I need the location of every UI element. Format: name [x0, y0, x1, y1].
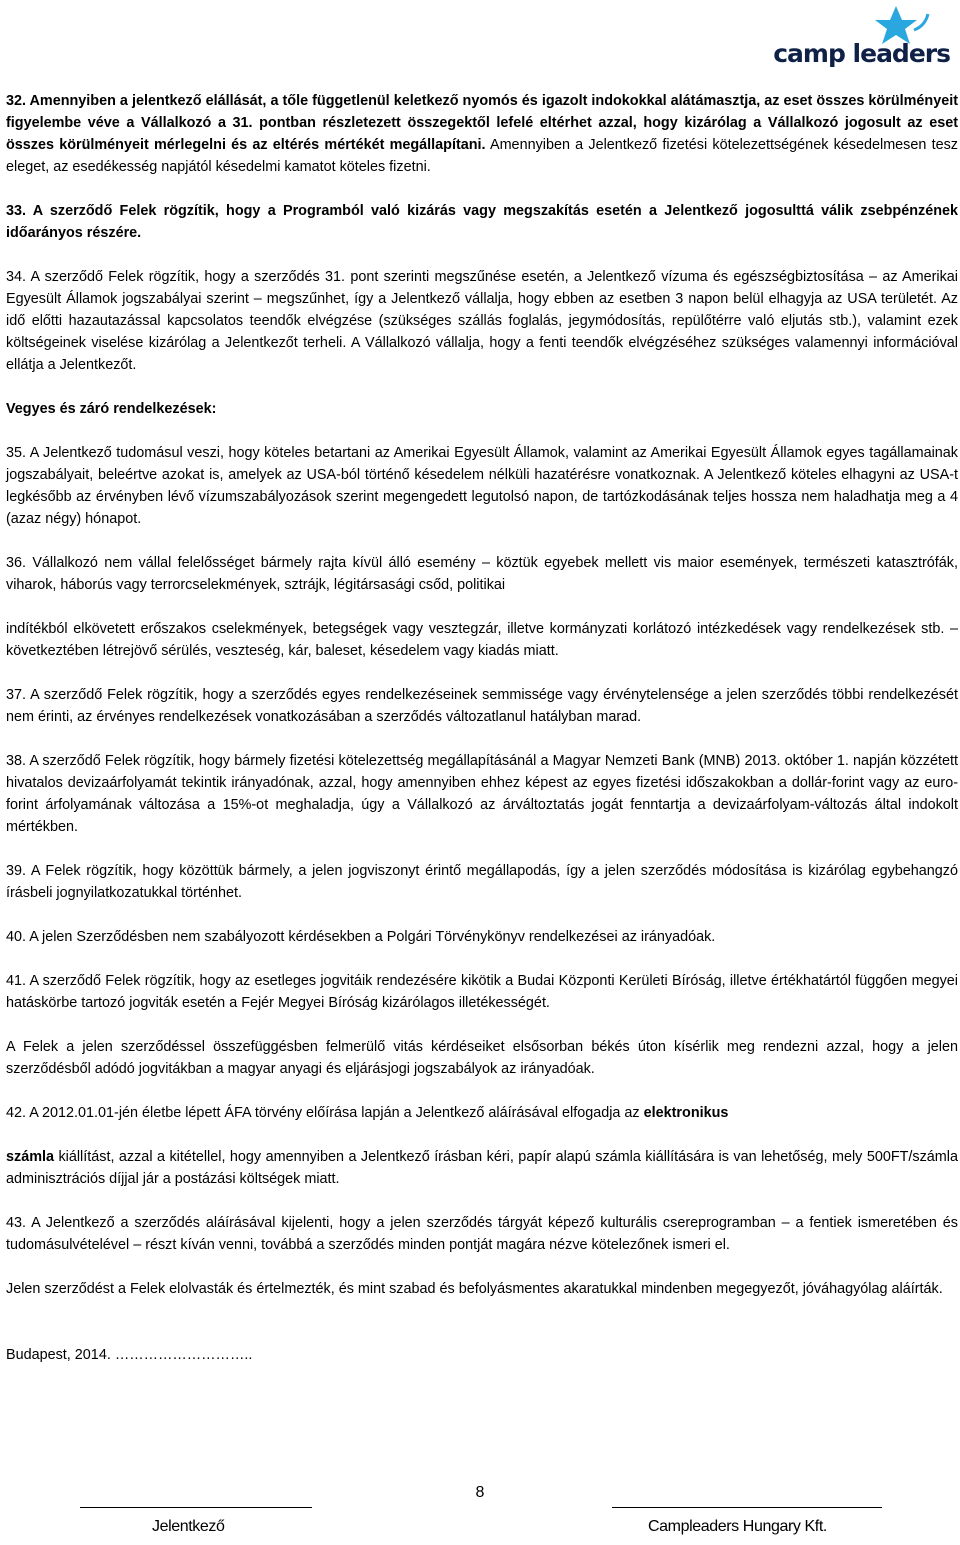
- signature-line-right: [612, 1507, 882, 1508]
- signature-left: Jelentkező: [152, 1518, 225, 1535]
- closing-statement: Jelen szerződést a Felek elolvasták és értelmezték, és mint szabad és befolyásmentes akaratukkal mindenben megegyezőt, jóváhagyólag aláírták.: [6, 1281, 943, 1297]
- paragraph-40: 40. A jelen Szerződésben nem szabályozott kérdésekben a Polgári Törvénykönyv rendelkezései az irányadóak.: [6, 929, 716, 945]
- paragraph-42: [6, 1102, 958, 1124]
- paragraph-32-regular: Amennyiben a Jelentkező fizetési kötelezettségének késedelmesen tesz eleget, az esedékesség napjától késedelmi kamatot köteles fizetni.: [6, 137, 958, 175]
- paragraph-32-bold: 32. Amennyiben a jelentkező elállását, a tőle függetlenül keletkező nyomós és igazolt indokokkal alátámasztja, az eset összes körülményeit figyelembe véve a Vállalkozó a 31. pontban részletezett összegektől lefelé eltérhet azzal, hogy kizárólag a Vállalkozó jogosult az eset összes körülményeit mérlegelni és az eltérés mértékét megállapítani.: [6, 93, 958, 153]
- page-number: 8: [475, 1484, 485, 1501]
- place-date: Budapest, 2014. ………………………..: [6, 1347, 253, 1363]
- camp-leaders-logo: [773, 4, 950, 68]
- document-body: [6, 90, 958, 1366]
- paragraph-42b-bold: számla: [6, 1149, 54, 1165]
- signature-line-left: [80, 1507, 312, 1508]
- paragraph-37: 37. A szerződő Felek rögzítik, hogy a szerződés egyes rendelkezéseinek semmissége vagy érvénytelensége a jelen szerződés többi rendelkezését nem érinti, az érvényes rendelkezések vonatkozásában a szerződés változatlanul hatályban marad.: [6, 687, 958, 725]
- paragraph-33: 33. A szerződő Felek rögzítik, hogy a Programból való kizárás vagy megszakítás esetén a Jelentkező jogosulttá válik zsebpénzének időarányos részére.: [6, 203, 958, 241]
- paragraph-32: [6, 90, 958, 178]
- paragraph-42b: [6, 1146, 958, 1190]
- paragraph-35: 35. A Jelentkező tudomásul veszi, hogy köteles betartani az Amerikai Egyesült Államok, valamint az Amerikai Egyesült Államok egyes tagállamainak jogszabályait, beleértve azokat is, amelyek az USA-ból történő késedelem nélküli hazatérésre vonatkoznak. A Jelentkező köteles elhagyni az USA-t legkésőbb az érvényben lévő vízumszabályozások szerint megengedett legutolsó napon, de tartózkodásának teljes hossza nem haladhatja meg a 4 (azaz négy) hónapot.: [6, 445, 958, 527]
- paragraph-42-text: 42. A 2012.01.01-jén életbe lépett ÁFA törvény előírása lapján a Jelentkező aláírásával elfogadja az: [6, 1105, 644, 1121]
- paragraph-42-bold: elektronikus: [643, 1105, 729, 1121]
- signature-right: Campleaders Hungary Kft.: [648, 1518, 827, 1535]
- logo-text: camp leaders: [773, 39, 950, 68]
- paragraph-36b: indítékból elkövetett erőszakos cselekmények, betegségek vagy vesztegzár, illetve kormányzati korlátozó intézkedések vagy rendelkezések stb. – következtében létrejövő sérülés, veszteség, kár, baleset, késedelem vagy kiadás miatt.: [6, 621, 958, 659]
- section-heading: Vegyes és záró rendelkezések:: [6, 401, 217, 417]
- paragraph-39: 39. A Felek rögzítik, hogy közöttük bármely, a jelen jogviszonyt érintő megállapodás, így a jelen szerződés módosítása is kizárólag egybehangzó írásbeli jognyilatkozatukkal történhet.: [6, 863, 958, 901]
- paragraph-42b-text: kiállítást, azzal a kitétellel, hogy amennyiben a Jelentkező írásban kéri, papír alapú számla kiállítására is van lehetőség, mely 500FT/számla adminisztrációs díjjal jár a postázási költségek miatt.: [6, 1149, 958, 1187]
- paragraph-41: 41. A szerződő Felek rögzítik, hogy az esetleges jogvitáik rendezésére kikötik a Budai Központi Kerületi Bíróság, illetve értékhatártól függően megyei hatáskörbe tartozó jogviták esetén a Fejér Megyei Bíróság kizárólagos illetékességét.: [6, 973, 958, 1011]
- paragraph-34: 34. A szerződő Felek rögzítik, hogy a szerződés 31. pont szerinti megszűnése esetén, a Jelentkező vízuma és egészségbiztosítása – az Amerikai Egyesült Államok jogszabályai szerint – megszűnhet, így a Jelentkező vállalja, hogy ebben az esetben 3 napon belül elhagyja az USA területét. Az idő előtti hazautazással kapcsolatos teendők elvégzése (szükséges szállás foglalás, jegymódosítás, repülőtérre való eljutás stb.), valamint ezek költségeinek viselése kizárólag a Jelentkezőt terheli. A Vállalkozó vállalja, hogy a fenti teendők elvégzéséhez szükséges valamennyi információval ellátja a Jelentkezőt.: [6, 269, 958, 373]
- paragraph-41b: A Felek a jelen szerződéssel összefüggésben felmerülő vitás kérdéseiket elsősorban békés úton kísérlik meg rendezni azzal, hogy a jelen szerződésből adódó jogvitákban a magyar anyagi és eljárásjogi jogszabályok az irányadóak.: [6, 1039, 958, 1077]
- paragraph-36a: 36. Vállalkozó nem vállal felelősséget bármely rajta kívül álló esemény – köztük egyebek mellett vis maior események, természeti katasztrófák, viharok, háborús vagy terrorcselekmények, sztrájk, légitársasági csőd, politikai: [6, 555, 958, 593]
- paragraph-43: 43. A Jelentkező a szerződés aláírásával kijelenti, hogy a jelen szerződés tárgyát képező kulturális csereprogramban – a fentiek ismeretében és tudomásulvételével – részt kíván venni, továbbá a szerződés minden pontját magára nézve kötelezőnek ismeri el.: [6, 1215, 958, 1253]
- paragraph-38: 38. A szerződő Felek rögzítik, hogy bármely fizetési kötelezettség megállapításánál a Magyar Nemzeti Bank (MNB) 2013. október 1. napján közzétett hivatalos devizaárfolyamát tekintik irányadónak, azzal, hogy amennyiben ehhez képest az egyes fizetési időszakokban a dollár-forint vagy az euro-forint árfolyamának változása a 15%-ot meghaladja, úgy a Vállalkozó az árváltoztatás jogát fenntartja a devizaárfolyam-változás által indokolt mértékben.: [6, 753, 958, 835]
